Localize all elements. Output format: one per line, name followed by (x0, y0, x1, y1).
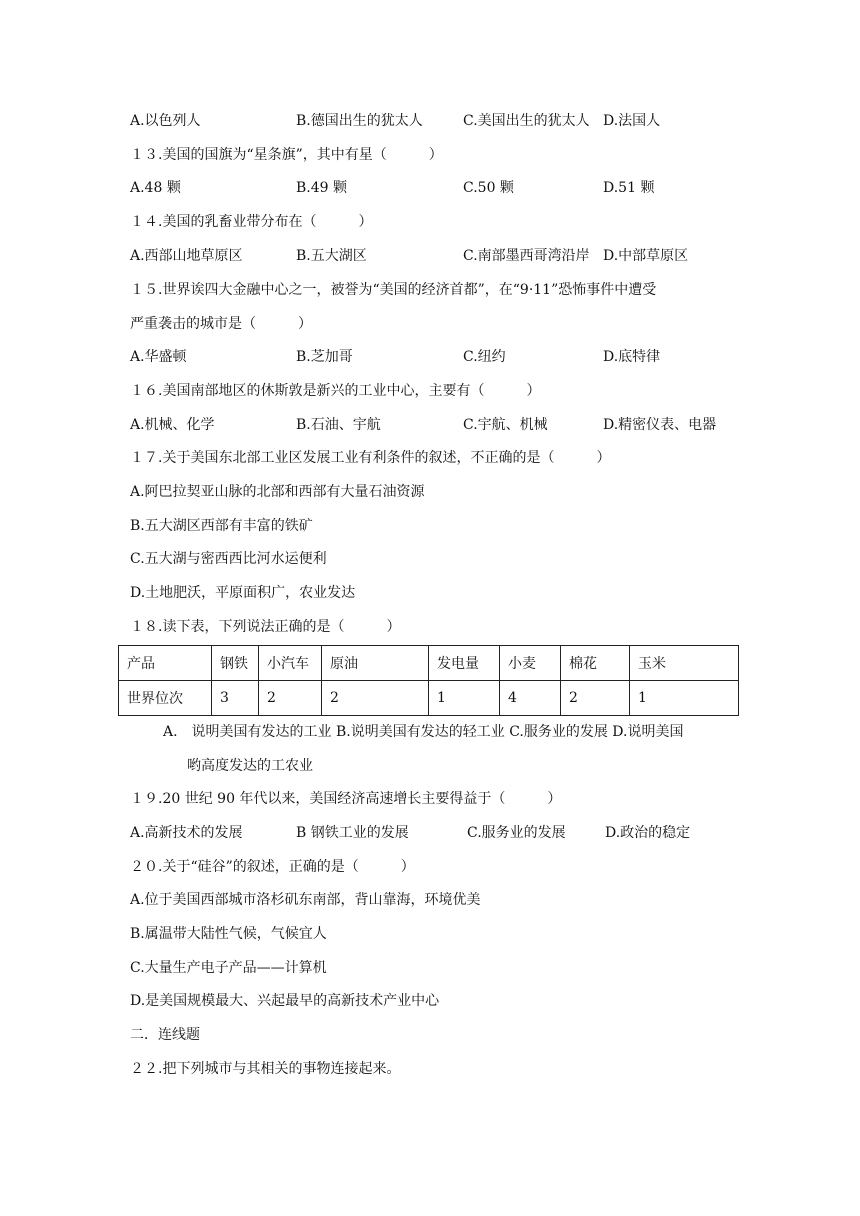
q20-option-d: D.是美国规模最大、兴起最早的高新技术产业中心 (130, 993, 440, 1009)
q19-option-a: A.高新技术的发展 (130, 825, 243, 841)
q12-option-c: C.美国出生的犹太人 (463, 113, 590, 129)
q16-option-d: D.精密仪表、电器 (603, 417, 717, 433)
table-cell: 1 (630, 681, 739, 716)
q15-option-b: B.芝加哥 (296, 349, 353, 365)
q22-stem: ２２.把下列城市与其相关的事物连接起来。 (130, 1061, 401, 1077)
q15-option-d: D.底特律 (603, 349, 661, 365)
q17-option-c: C.五大湖与密西西比河水运便利 (130, 551, 327, 567)
q17-stem: １７.关于美国东北部工业区发展工业有利条件的叙述，不正确的是（ ） (130, 450, 611, 466)
q19-stem: １９.20 世纪 90 年代以来，美国经济高速增长主要得益于（ ） (130, 791, 562, 807)
q20-stem: ２０.关于“硅谷”的叙述，正确的是（ ） (130, 859, 415, 875)
q20-option-c: C.大量生产电子产品——计算机 (130, 960, 327, 976)
q19-option-c: C.服务业的发展 (467, 825, 566, 841)
q12-option-d: D.法国人 (603, 113, 661, 129)
q15-option-c: C.纽约 (463, 349, 506, 365)
q12-option-b: B.德国出生的犹太人 (296, 113, 423, 129)
q20-option-b: B.属温带大陆性气候，气候宜人 (130, 926, 327, 942)
q18-options-line1: A. 说明美国有发达的工业 B.说明美国有发达的轻工业 C.服务业的发展 D.说明美国 (163, 724, 684, 740)
q14-option-a: A.西部山地草原区 (130, 248, 243, 264)
q18-table (118, 645, 739, 716)
q12-option-a: A.以色列人 (130, 113, 201, 129)
q15-stem-line1: １５.世界诶四大金融中心之一，被誉为“美国的经济首都”，在“9·11”恐怖事件中遭受 (130, 282, 657, 298)
q17-option-a: A.阿巴拉契亚山脉的北部和西部有大量石油资源 (130, 484, 425, 500)
table-cell: 玉米 (630, 646, 739, 681)
q16-option-c: C.宇航、机械 (463, 417, 548, 433)
q17-option-d: D.土地肥沃，平原面积广，农业发达 (130, 585, 356, 601)
q16-option-a: A.机械、化学 (130, 417, 215, 433)
q13-option-a: A.48 颗 (130, 180, 181, 196)
q15-stem-line2: 严重袭击的城市是（ ） (130, 316, 312, 332)
table-cell: 2 (561, 681, 630, 716)
table-cell: 2 (322, 681, 429, 716)
table-cell: 世界位次 (119, 681, 212, 716)
q16-stem: １６.美国南部地区的休斯敦是新兴的工业中心，主要有（ ） (130, 383, 541, 399)
q18-options-line2: 哟高度发达的工农业 (187, 758, 313, 774)
q14-option-b: B.五大湖区 (296, 248, 367, 264)
q13-option-d: D.51 颗 (603, 180, 655, 196)
q20-option-a: A.位于美国西部城市洛杉矶东南部，背山靠海，环境优美 (130, 892, 481, 908)
table-cell: 1 (429, 681, 500, 716)
table-cell: 2 (259, 681, 322, 716)
q19-option-d: D.政治的稳定 (605, 825, 691, 841)
q18-stem: １８.读下表，下列说法正确的是（ ） (130, 619, 401, 635)
q13-option-c: C.50 颗 (463, 180, 514, 196)
q16-option-b: B.石油、宇航 (296, 417, 381, 433)
q14-stem: １４.美国的乳畜业带分布在（ ） (130, 214, 373, 230)
q13-option-b: B.49 颗 (296, 180, 348, 196)
table-cell: 3 (212, 681, 259, 716)
q19-option-b: B 钢铁工业的发展 (296, 825, 409, 841)
table-cell: 产品 (119, 646, 212, 681)
q14-option-d: D.中部草原区 (603, 248, 689, 264)
q17-option-b: B.五大湖区西部有丰富的铁矿 (130, 518, 313, 534)
q13-stem: １３.美国的国旗为“星条旗”，其中有星（ ） (130, 147, 443, 163)
table-cell: 小麦 (500, 646, 561, 681)
table-cell: 小汽车 (259, 646, 322, 681)
table-header-row (119, 646, 739, 681)
table-cell: 4 (500, 681, 561, 716)
section-title: 二．连线题 (130, 1027, 200, 1043)
table-cell: 棉花 (561, 646, 630, 681)
table-cell: 钢铁 (212, 646, 259, 681)
q14-option-c: C.南部墨西哥湾沿岸 (463, 248, 590, 264)
q15-option-a: A.华盛顿 (130, 349, 187, 365)
table-row (119, 681, 739, 716)
table-cell: 原油 (322, 646, 429, 681)
table-cell: 发电量 (429, 646, 500, 681)
